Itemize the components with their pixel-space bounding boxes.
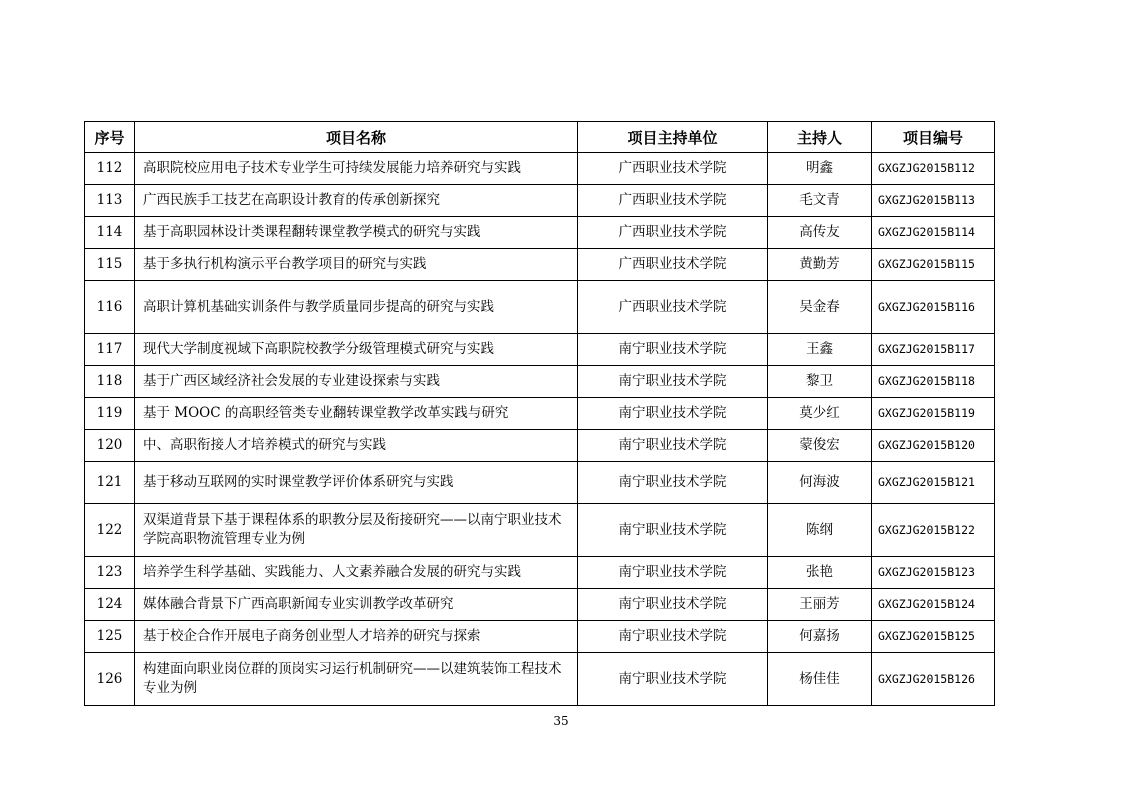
- table-row: [85, 621, 995, 653]
- host-unit-cell: 广西职业技术学院: [578, 217, 768, 249]
- serial-number-cell: 120: [85, 430, 135, 462]
- host-unit-cell: 南宁职业技术学院: [578, 430, 768, 462]
- serial-number-cell: 125: [85, 621, 135, 653]
- host-person-cell: 王鑫: [768, 334, 872, 366]
- serial-number-cell: 122: [85, 504, 135, 557]
- table-row: [85, 217, 995, 249]
- host-unit-cell: 南宁职业技术学院: [578, 653, 768, 706]
- header-serial-number: 序号: [85, 122, 135, 153]
- project-code-cell: GXGZJG2015B123: [872, 557, 995, 589]
- host-unit-cell: 南宁职业技术学院: [578, 621, 768, 653]
- host-unit-cell: 南宁职业技术学院: [578, 398, 768, 430]
- host-person-cell: 高传友: [768, 217, 872, 249]
- project-code-cell: GXGZJG2015B126: [872, 653, 995, 706]
- project-code-cell: GXGZJG2015B121: [872, 462, 995, 504]
- host-unit-cell: 南宁职业技术学院: [578, 334, 768, 366]
- table-row: [85, 249, 995, 281]
- header-host-unit: 项目主持单位: [578, 122, 768, 153]
- project-name-cell: 中、高职衔接人才培养模式的研究与实践: [135, 430, 578, 462]
- host-person-cell: 杨佳佳: [768, 653, 872, 706]
- host-person-cell: 明鑫: [768, 153, 872, 185]
- table-row: [85, 334, 995, 366]
- project-code-cell: GXGZJG2015B120: [872, 430, 995, 462]
- host-unit-cell: 广西职业技术学院: [578, 249, 768, 281]
- table-row: [85, 589, 995, 621]
- host-person-cell: 黄勤芳: [768, 249, 872, 281]
- host-unit-cell: 广西职业技术学院: [578, 185, 768, 217]
- project-name-cell: 现代大学制度视域下高职院校教学分级管理模式研究与实践: [135, 334, 578, 366]
- project-name-cell: 基于高职园林设计类课程翻转课堂教学模式的研究与实践: [135, 217, 578, 249]
- table-row: [85, 504, 995, 557]
- project-code-cell: GXGZJG2015B125: [872, 621, 995, 653]
- serial-number-cell: 124: [85, 589, 135, 621]
- serial-number-cell: 112: [85, 153, 135, 185]
- serial-number-cell: 121: [85, 462, 135, 504]
- host-unit-cell: 广西职业技术学院: [578, 281, 768, 334]
- serial-number-cell: 116: [85, 281, 135, 334]
- table-row: [85, 153, 995, 185]
- host-person-cell: 何海波: [768, 462, 872, 504]
- project-name-cell: 基于多执行机构演示平台教学项目的研究与实践: [135, 249, 578, 281]
- header-project-code: 项目编号: [872, 122, 995, 153]
- host-person-cell: 莫少红: [768, 398, 872, 430]
- page-number: 35: [553, 714, 569, 728]
- project-name-cell: 基于广西区域经济社会发展的专业建设探索与实践: [135, 366, 578, 398]
- project-code-cell: GXGZJG2015B112: [872, 153, 995, 185]
- table-header-row: [85, 122, 995, 153]
- project-name-cell: 双渠道背景下基于课程体系的职教分层及衔接研究——以南宁职业技术学院高职物流管理专业为例: [135, 504, 578, 557]
- header-project-name: 项目名称: [135, 122, 578, 153]
- host-unit-cell: 广西职业技术学院: [578, 153, 768, 185]
- host-person-cell: 黎卫: [768, 366, 872, 398]
- project-code-cell: GXGZJG2015B115: [872, 249, 995, 281]
- table-row: [85, 185, 995, 217]
- project-name-cell: 高职计算机基础实训条件与教学质量同步提高的研究与实践: [135, 281, 578, 334]
- serial-number-cell: 113: [85, 185, 135, 217]
- project-name-cell: 基于 MOOC 的高职经管类专业翻转课堂教学改革实践与研究: [135, 398, 578, 430]
- serial-number-cell: 117: [85, 334, 135, 366]
- project-name-cell: 基于移动互联网的实时课堂教学评价体系研究与实践: [135, 462, 578, 504]
- serial-number-cell: 119: [85, 398, 135, 430]
- project-name-cell: 基于校企合作开展电子商务创业型人才培养的研究与探索: [135, 621, 578, 653]
- host-unit-cell: 南宁职业技术学院: [578, 504, 768, 557]
- host-person-cell: 王丽芳: [768, 589, 872, 621]
- table-row: [85, 462, 995, 504]
- host-person-cell: 何嘉扬: [768, 621, 872, 653]
- host-person-cell: 蒙俊宏: [768, 430, 872, 462]
- host-unit-cell: 南宁职业技术学院: [578, 462, 768, 504]
- table-row: [85, 557, 995, 589]
- project-code-cell: GXGZJG2015B116: [872, 281, 995, 334]
- serial-number-cell: 126: [85, 653, 135, 706]
- project-code-cell: GXGZJG2015B114: [872, 217, 995, 249]
- serial-number-cell: 118: [85, 366, 135, 398]
- project-code-cell: GXGZJG2015B122: [872, 504, 995, 557]
- project-table-container: [84, 121, 994, 706]
- project-code-cell: GXGZJG2015B118: [872, 366, 995, 398]
- project-code-cell: GXGZJG2015B124: [872, 589, 995, 621]
- table-row: [85, 653, 995, 706]
- host-unit-cell: 南宁职业技术学院: [578, 589, 768, 621]
- header-host-person: 主持人: [768, 122, 872, 153]
- project-code-cell: GXGZJG2015B113: [872, 185, 995, 217]
- host-person-cell: 陈纲: [768, 504, 872, 557]
- host-person-cell: 吴金春: [768, 281, 872, 334]
- serial-number-cell: 114: [85, 217, 135, 249]
- host-person-cell: 张艳: [768, 557, 872, 589]
- project-name-cell: 广西民族手工技艺在高职设计教育的传承创新探究: [135, 185, 578, 217]
- table-row: [85, 281, 995, 334]
- host-person-cell: 毛文青: [768, 185, 872, 217]
- table-row: [85, 398, 995, 430]
- host-unit-cell: 南宁职业技术学院: [578, 557, 768, 589]
- table-row: [85, 430, 995, 462]
- serial-number-cell: 115: [85, 249, 135, 281]
- project-name-cell: 媒体融合背景下广西高职新闻专业实训教学改革研究: [135, 589, 578, 621]
- project-code-cell: GXGZJG2015B119: [872, 398, 995, 430]
- project-name-cell: 培养学生科学基础、实践能力、人文素养融合发展的研究与实践: [135, 557, 578, 589]
- project-code-cell: GXGZJG2015B117: [872, 334, 995, 366]
- table-row: [85, 366, 995, 398]
- project-table: [84, 121, 995, 706]
- project-name-cell: 构建面向职业岗位群的顶岗实习运行机制研究——以建筑装饰工程技术专业为例: [135, 653, 578, 706]
- serial-number-cell: 123: [85, 557, 135, 589]
- project-name-cell: 高职院校应用电子技术专业学生可持续发展能力培养研究与实践: [135, 153, 578, 185]
- host-unit-cell: 南宁职业技术学院: [578, 366, 768, 398]
